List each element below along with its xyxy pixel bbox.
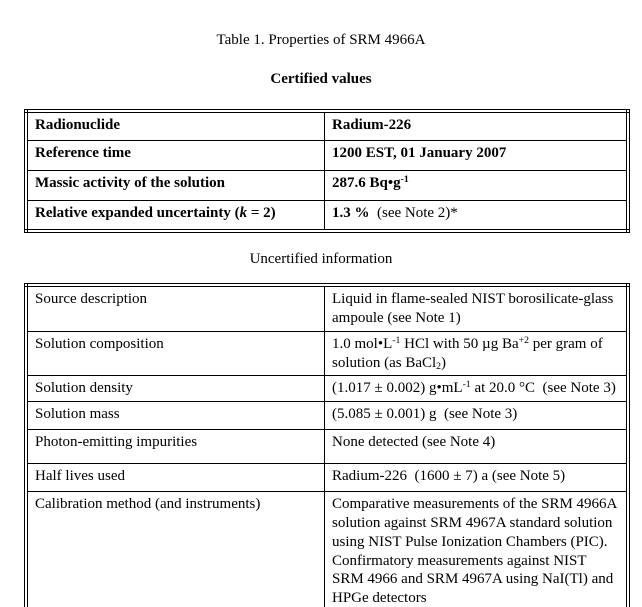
table-caption: Table 1. Properties of SRM 4966A — [216, 32, 426, 48]
table-row — [26, 376, 628, 402]
row-label-cell: Source description — [26, 285, 325, 331]
row-value-cell: Comparative measurements of the SRM 4966A solution against SRM 4967A standard solution using NIST Pulse Ionization Chambers (PIC). Confirmatory measurements against NIST SRM 4966 and SRM 4967A using NaI(Tl) and HPGe detectors — [325, 492, 629, 607]
table-row — [26, 141, 628, 171]
row-value-cell: (5.085 ± 0.001) g (see Note 3) — [325, 402, 629, 430]
row-label-cell: Solution mass — [26, 402, 325, 430]
certified-values-heading: Certified values — [270, 70, 372, 87]
row-value-cell: Radium-226 (1600 ± 7) a (see Note 5) — [325, 464, 629, 492]
row-label-cell: Solution composition — [26, 331, 325, 376]
row-label-cell: Reference time — [26, 141, 325, 171]
row-label-cell: Photon-emitting impurities — [26, 430, 325, 464]
row-label-cell: Relative expanded uncertainty (k = 2) — [26, 201, 325, 231]
table-row — [26, 201, 628, 231]
row-label-cell: Massic activity of the solution — [26, 171, 325, 201]
uncertified-information-table — [24, 283, 630, 607]
row-label-cell: Calibration method (and instruments) — [26, 492, 325, 607]
certified-values-table — [24, 109, 630, 233]
row-value-cell: Radium-226 — [325, 111, 629, 141]
table-row — [26, 111, 628, 141]
table-row — [26, 492, 628, 607]
row-value-cell: Liquid in flame-sealed NIST borosilicate-glass ampoule (see Note 1) — [325, 285, 629, 331]
row-value-cell: (1.017 ± 0.002) $g•mL^{-1}$ at 20.0 °C (see Note 3) — [325, 376, 629, 402]
row-value-cell: 287.6 $Bq•g^{-1}$ — [325, 171, 629, 201]
row-value-cell: 1.0 $mol•L^{-1}$ HCl with 50 µg $Ba^{+2}$ per gram of solution (as BaCl2) — [325, 331, 629, 376]
table-row — [26, 171, 628, 201]
row-value-cell: None detected (see Note 4) — [325, 430, 629, 464]
uncertified-information-heading: Uncertified information — [249, 250, 393, 267]
row-label-cell: Half lives used — [26, 464, 325, 492]
row-value-cell: 1200 EST, 01 January 2007 — [325, 141, 629, 171]
table-row — [26, 430, 628, 464]
table-row — [26, 464, 628, 492]
table-row — [26, 285, 628, 331]
table-row — [26, 331, 628, 376]
row-value-cell: 1.3 % (see Note 2)* — [325, 201, 629, 231]
row-label-cell: Solution density — [26, 376, 325, 402]
row-label-cell: Radionuclide — [26, 111, 325, 141]
table-row — [26, 402, 628, 430]
